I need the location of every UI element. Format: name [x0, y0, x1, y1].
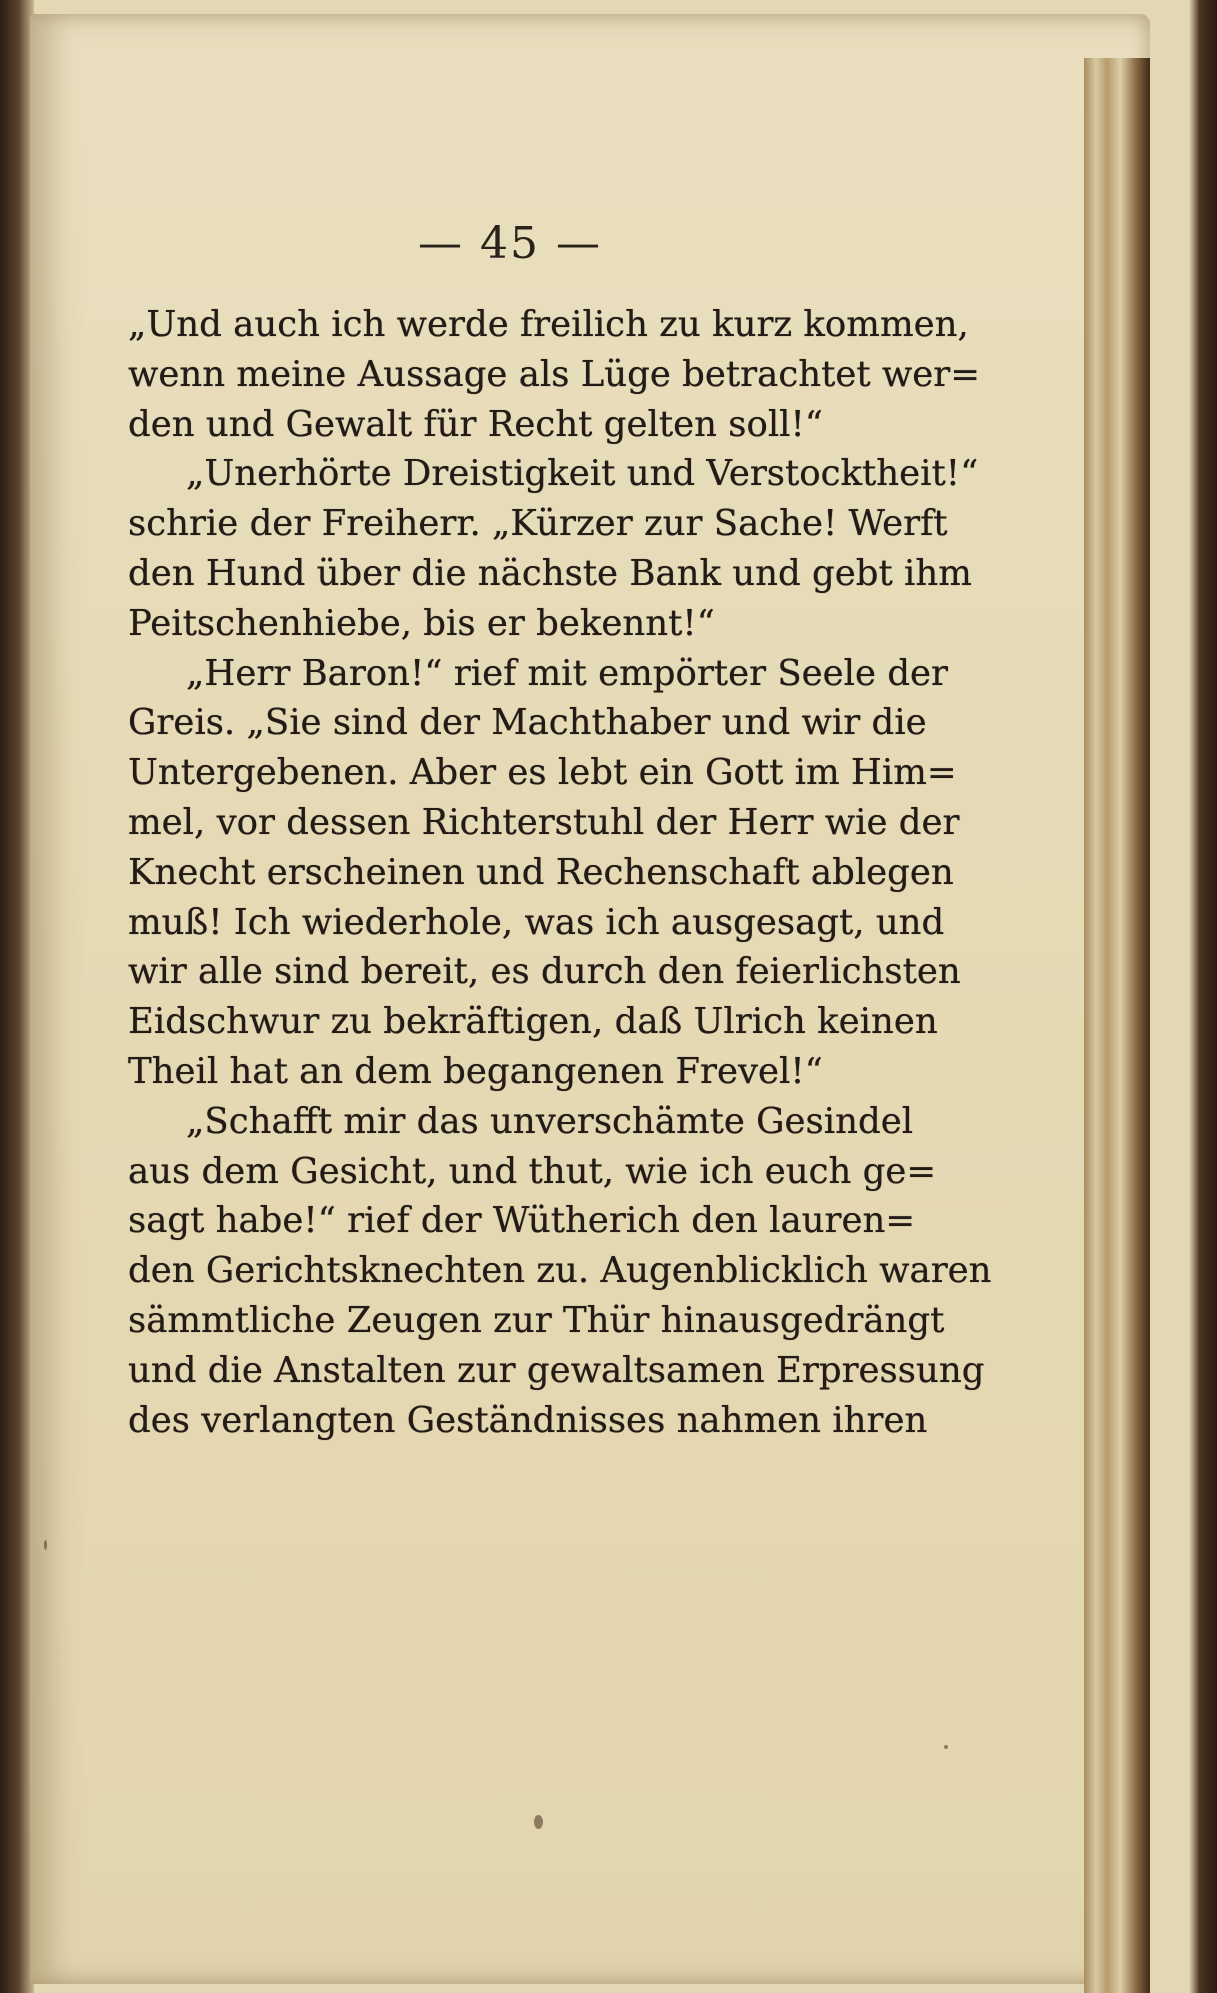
- text-line: wir alle sind bereit, es durch den feierlichsten: [128, 951, 961, 993]
- text-line: „Schafft mir das unverschämte Gesindel: [186, 1100, 914, 1142]
- text-line: den und Gewalt für Recht gelten soll!“: [128, 403, 823, 445]
- text-line: „Unerhörte Dreistigkeit und Verstocktheit!“: [186, 453, 979, 495]
- book-gutter: [0, 0, 34, 1993]
- text-line: Untergebenen. Aber es lebt ein Gott im Him=: [128, 752, 957, 794]
- text-line: muß! Ich wiederhole, was ich ausgesagt, und: [128, 901, 945, 943]
- text-line: Eidschwur zu bekräftigen, daß Ulrich keinen: [128, 1001, 938, 1043]
- text-line: wenn meine Aussage als Lüge betrachtet wer=: [128, 353, 980, 395]
- text-line: schrie der Freiherr. „Kürzer zur Sache! Werft: [128, 503, 948, 545]
- text-line: aus dem Gesicht, und thut, wie ich euch ge=: [128, 1150, 937, 1192]
- text-line: Greis. „Sie sind der Machthaber und wir die: [128, 702, 927, 744]
- text-line: und die Anstalten zur gewaltsamen Erpressung: [128, 1349, 985, 1391]
- ink-spot: [944, 1745, 948, 1749]
- text-line: den Gerichtsknechten zu. Augenblicklich waren: [128, 1250, 992, 1292]
- text-line: Peitschenhiebe, bis er bekennt!“: [128, 602, 715, 644]
- text-line: „Und auch ich werde freilich zu kurz kommen,: [128, 304, 969, 345]
- text-line: sagt habe!“ rief der Wütherich den lauren=: [128, 1200, 916, 1242]
- page-number: — 45 —: [418, 218, 602, 269]
- text-line: „Herr Baron!“ rief mit empörter Seele der: [186, 652, 949, 694]
- text-line: des verlangten Geständnisses nahmen ihren: [128, 1399, 928, 1441]
- page-edges: [1084, 58, 1150, 1993]
- ink-spot: [534, 1815, 543, 1829]
- text-line: mel, vor dessen Richterstuhl der Herr wie der: [128, 801, 960, 843]
- ink-spot: [44, 1540, 47, 1550]
- text-line: sämmtliche Zeugen zur Thür hinausgedrängt: [128, 1299, 945, 1341]
- text-line: den Hund über die nächste Bank und gebt ihm: [128, 552, 972, 594]
- body-text: [128, 300, 992, 1445]
- book-cover-edge: [1147, 0, 1217, 1993]
- text-line: Knecht erscheinen und Rechenschaft ablegen: [128, 851, 954, 893]
- text-line: Theil hat an dem begangenen Frevel!“: [128, 1050, 823, 1092]
